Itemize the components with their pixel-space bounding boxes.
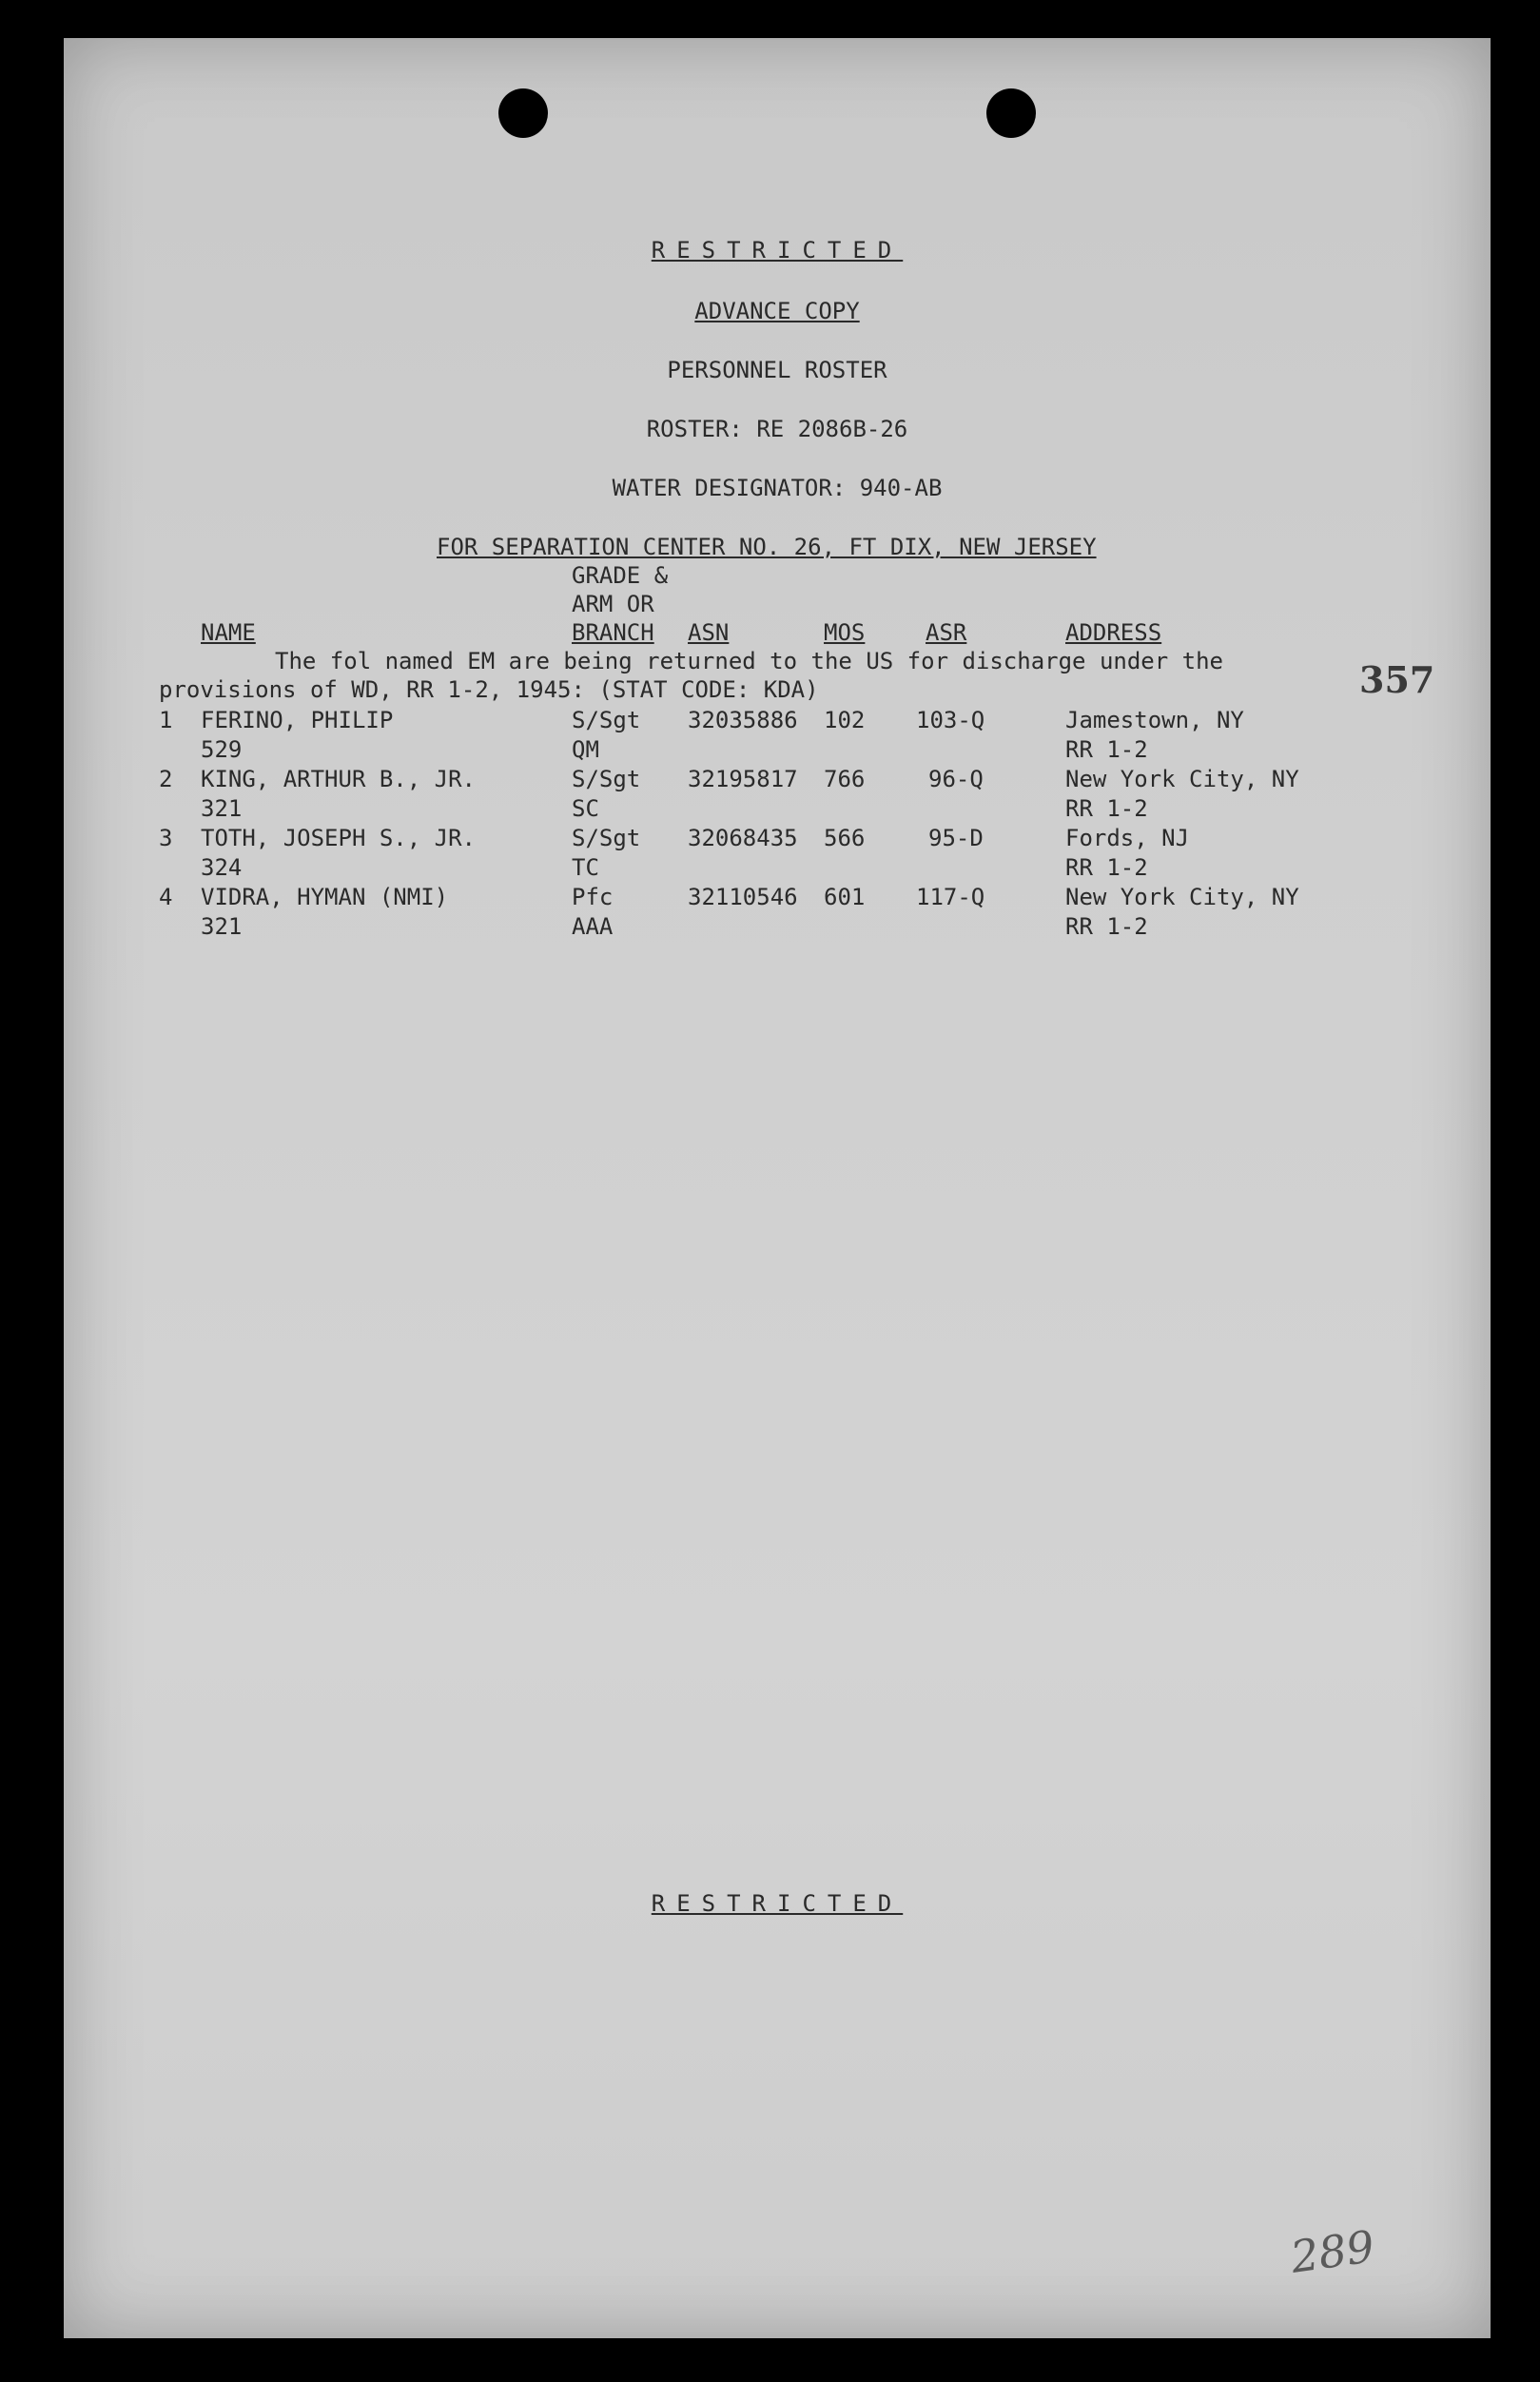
entry-asr: 96-Q xyxy=(928,766,984,792)
page-number: 357 xyxy=(1359,658,1435,701)
doc-type: PERSONNEL ROSTER xyxy=(667,357,887,383)
intro-line-2: provisions of WD, RR 1-2, 1945: (STAT CODE: KDA) xyxy=(159,676,819,703)
entry-asn: 32110546 xyxy=(688,884,798,910)
column-header-grade-1: GRADE & xyxy=(572,562,669,589)
entry-grade: Pfc xyxy=(572,884,614,910)
column-header-branch: BRANCH xyxy=(572,619,654,646)
column-header-mos: MOS xyxy=(824,619,866,646)
entry-branch: QM xyxy=(572,736,599,763)
entry-mos: 566 xyxy=(824,825,866,851)
entry-sub: 324 xyxy=(201,854,243,881)
entry-name: VIDRA, HYMAN (NMI) xyxy=(201,884,449,910)
copy-type: ADVANCE COPY xyxy=(694,298,860,324)
entry-address-2: RR 1-2 xyxy=(1065,795,1148,822)
entry-asr: 103-Q xyxy=(916,707,985,733)
intro-line-1: The fol named EM are being returned to the US for discharge under the xyxy=(275,648,1223,674)
water-designator: WATER DESIGNATOR: 940-AB xyxy=(612,475,943,501)
entry-branch: SC xyxy=(572,795,599,822)
entry-asn: 32035886 xyxy=(688,707,798,733)
entry-address: New York City, NY xyxy=(1065,766,1299,792)
entry-branch: TC xyxy=(572,854,599,881)
entry-number: 4 xyxy=(159,884,173,910)
entry-number: 1 xyxy=(159,707,173,733)
entry-name: TOTH, JOSEPH S., JR. xyxy=(201,825,476,851)
column-header-name: NAME xyxy=(201,619,256,646)
destination: FOR SEPARATION CENTER NO. 26, FT DIX, NEW JERSEY xyxy=(437,534,1097,560)
document-page xyxy=(64,38,1491,2338)
entry-sub: 321 xyxy=(201,795,243,822)
entry-branch: AAA xyxy=(572,913,614,940)
entry-number: 2 xyxy=(159,766,173,792)
entry-address-2: RR 1-2 xyxy=(1065,736,1148,763)
punch-hole-right xyxy=(986,88,1036,138)
entry-asr: 95-D xyxy=(928,825,984,851)
entry-asr: 117-Q xyxy=(916,884,985,910)
handwritten-note: 289 xyxy=(1287,2220,1378,2283)
column-header-asr: ASR xyxy=(926,619,967,646)
classification-header: RESTRICTED xyxy=(651,237,904,264)
entry-sub: 529 xyxy=(201,736,243,763)
entry-name: KING, ARTHUR B., JR. xyxy=(201,766,476,792)
column-header-grade-2: ARM OR xyxy=(572,591,654,617)
entry-grade: S/Sgt xyxy=(572,766,641,792)
entry-asn: 32068435 xyxy=(688,825,798,851)
entry-grade: S/Sgt xyxy=(572,707,641,733)
entry-address-2: RR 1-2 xyxy=(1065,913,1148,940)
classification-footer: RESTRICTED xyxy=(651,1890,904,1917)
entry-address-2: RR 1-2 xyxy=(1065,854,1148,881)
punch-hole-left xyxy=(498,88,548,138)
entry-grade: S/Sgt xyxy=(572,825,641,851)
entry-number: 3 xyxy=(159,825,173,851)
entry-address: Jamestown, NY xyxy=(1065,707,1244,733)
column-header-asn: ASN xyxy=(688,619,730,646)
entry-address: New York City, NY xyxy=(1065,884,1299,910)
entry-asn: 32195817 xyxy=(688,766,798,792)
entry-sub: 321 xyxy=(201,913,243,940)
entry-mos: 102 xyxy=(824,707,866,733)
entry-address: Fords, NJ xyxy=(1065,825,1190,851)
entry-mos: 601 xyxy=(824,884,866,910)
entry-name: FERINO, PHILIP xyxy=(201,707,394,733)
roster-number: ROSTER: RE 2086B-26 xyxy=(646,416,908,442)
column-header-address: ADDRESS xyxy=(1065,619,1162,646)
entry-mos: 766 xyxy=(824,766,866,792)
